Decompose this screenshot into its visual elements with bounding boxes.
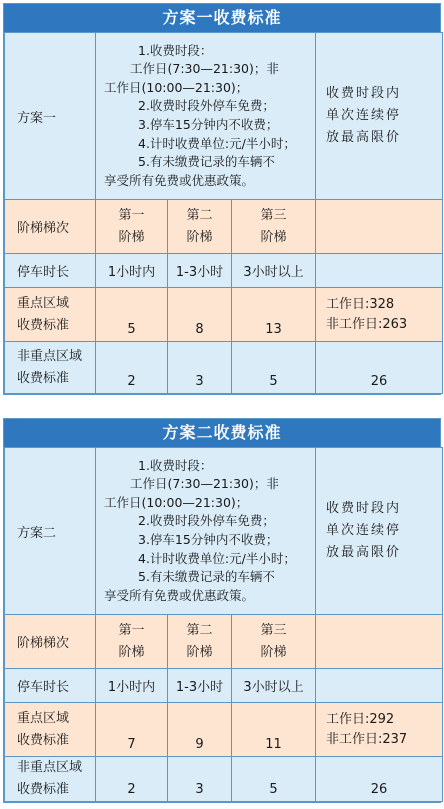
plan1-nonkey-cap: 26 [316, 342, 443, 394]
plan1-rules [96, 33, 316, 200]
plan1-panel [3, 3, 441, 395]
plan1-table [4, 32, 443, 394]
plan2-tier-1 [96, 615, 168, 669]
plan2-rule-line: 享受所有免费或优惠政策。 [104, 587, 255, 603]
plan1-tier-2 [168, 200, 232, 254]
plan1-tier-3-line1: 第三 [260, 207, 287, 223]
plan1-key-row [5, 288, 443, 342]
plan1-tier-2-line2: 阶梯 [186, 229, 213, 245]
plan2-nonkey-fee-3: 5 [232, 757, 316, 802]
plan1-duration-empty [316, 254, 443, 288]
plan1-rule-line: 享受所有免费或优惠政策。 [104, 172, 255, 188]
plan1-key-cap-workday: 工作日:328 [326, 296, 395, 312]
plan2-key-fee-2: 9 [168, 703, 232, 757]
plan1-key-label [5, 288, 96, 342]
plan2-key-cap [316, 703, 443, 757]
plan1-key-label-line2: 收费标准 [17, 317, 70, 333]
plan2-tier-2-line1: 第二 [186, 622, 213, 638]
plan2-duration-1: 1小时内 [96, 669, 168, 703]
plan1-title: 方案一收费标准 [4, 4, 440, 32]
plan1-duration-3: 3小时以上 [232, 254, 316, 288]
plan2-cap-line: 放最高限价 [326, 545, 402, 560]
plan2-tier-row [5, 615, 443, 669]
plan2-key-row [5, 703, 443, 757]
plan2-duration-row [5, 669, 443, 703]
plan2-tier-3-line2: 阶梯 [260, 644, 287, 660]
plan1-key-cap-nonworkday: 非工作日:263 [326, 316, 408, 332]
plan1-duration-2: 1-3小时 [168, 254, 232, 288]
plan2-duration-label: 停车时长 [5, 669, 96, 703]
plan2-name: 方案二 [5, 448, 96, 615]
plan2-nonkey-cap: 26 [316, 757, 443, 802]
plan1-rule-line: 3.停车15分钟内不收费； [138, 117, 279, 132]
plan1-key-fee-1: 5 [96, 288, 168, 342]
plan2-rule-line: 工作日(7:30—21:30)；非 [130, 476, 279, 492]
plan1-rule-line: 4.计时收费单位:元/半小时； [138, 135, 296, 151]
plan2-rules-row [5, 448, 443, 615]
plan1-nonkey-fee-3: 5 [232, 342, 316, 394]
plan1-tier-3 [232, 200, 316, 254]
plan1-duration-row [5, 254, 443, 288]
plan1-tier-2-line1: 第二 [186, 207, 213, 223]
plan1-cap-line: 放最高限价 [326, 130, 402, 145]
plan2-tier-1-line1: 第一 [118, 622, 145, 638]
plan1-rule-line: 工作日(7:30—21:30)；非 [130, 61, 279, 77]
plan1-cap-line: 单次连续停 [326, 108, 402, 123]
plan2-cap-line: 收费时段内 [326, 501, 402, 516]
plan2-nonkey-fee-1: 2 [96, 757, 168, 802]
plan2-nonkey-row [5, 757, 443, 802]
plan2-duration-2: 1-3小时 [168, 669, 232, 703]
plan2-rule-line: 4.计时收费单位:元/半小时； [138, 550, 296, 566]
plan2-rule-line: 1.收费时段： [138, 457, 213, 473]
plan1-tier-3-line2: 阶梯 [260, 229, 287, 245]
plan2-key-fee-1: 7 [96, 703, 168, 757]
plan1-rule-line: 1.收费时段： [138, 42, 213, 58]
plan2-nonkey-label-line1: 非重点区域 [17, 760, 83, 775]
plan2-cap-line: 单次连续停 [326, 523, 402, 538]
plan2-rule-line: 5.有未缴费记录的车辆不 [138, 569, 275, 585]
plan2-rules [96, 448, 316, 615]
plan1-rule-line: 工作日(10:00—21:30)； [104, 79, 249, 95]
plan2-key-fee-3: 11 [232, 703, 316, 757]
plan1-nonkey-label-line2: 收费标准 [17, 370, 70, 386]
plan1-price-cap-label [316, 33, 443, 200]
plan2-key-cap-workday: 工作日:292 [326, 711, 395, 727]
plan1-key-label-line1: 重点区域 [17, 295, 70, 311]
plan2-panel [3, 418, 441, 803]
plan2-duration-3: 3小时以上 [232, 669, 316, 703]
plan2-tier-empty [316, 615, 443, 669]
plan2-key-label [5, 703, 96, 757]
plan1-nonkey-fee-1: 2 [96, 342, 168, 394]
plan2-nonkey-label [5, 757, 96, 802]
plan2-table [4, 447, 443, 802]
plan2-nonkey-fee-2: 3 [168, 757, 232, 802]
plan1-tier-row [5, 200, 443, 254]
plan2-key-cap-nonworkday: 非工作日:237 [326, 731, 408, 747]
plan1-key-cap [316, 288, 443, 342]
plan1-rule-line: 5.有未缴费记录的车辆不 [138, 154, 275, 170]
plan2-tier-3-line1: 第三 [260, 622, 287, 638]
plan1-tier-label: 阶梯梯次 [5, 200, 96, 254]
plan1-nonkey-label-line1: 非重点区域 [17, 348, 83, 364]
plan2-tier-2 [168, 615, 232, 669]
plan2-key-label-line1: 重点区域 [17, 710, 70, 726]
plan2-key-label-line2: 收费标准 [17, 732, 70, 748]
plan1-duration-label: 停车时长 [5, 254, 96, 288]
plan2-rule-line: 2.收费时段外停车免费； [138, 513, 275, 529]
plan2-tier-label: 阶梯梯次 [5, 615, 96, 669]
plan1-name: 方案一 [5, 33, 96, 200]
plan1-tier-1-line2: 阶梯 [118, 229, 145, 245]
plan2-tier-2-line2: 阶梯 [186, 644, 213, 660]
plan1-nonkey-row [5, 342, 443, 394]
plan1-cap-line: 收费时段内 [326, 86, 402, 101]
plan1-tier-1-line1: 第一 [118, 207, 145, 223]
plan1-tier-empty [316, 200, 443, 254]
plan1-rule-line: 2.收费时段外停车免费； [138, 98, 275, 114]
plan2-price-cap-label [316, 448, 443, 615]
plan1-nonkey-label [5, 342, 96, 394]
plan1-duration-1: 1小时内 [96, 254, 168, 288]
plan1-nonkey-fee-2: 3 [168, 342, 232, 394]
plan2-rule-line: 3.停车15分钟内不收费； [138, 532, 279, 547]
plan2-rule-line: 工作日(10:00—21:30)； [104, 494, 249, 510]
plan2-title: 方案二收费标准 [4, 419, 440, 447]
plan1-key-fee-2: 8 [168, 288, 232, 342]
plan2-tier-3 [232, 615, 316, 669]
plan1-tier-1 [96, 200, 168, 254]
plan1-rules-row [5, 33, 443, 200]
plan2-duration-empty [316, 669, 443, 703]
plan2-tier-1-line2: 阶梯 [118, 644, 145, 660]
plan1-key-fee-3: 13 [232, 288, 316, 342]
plan2-nonkey-label-line2: 收费标准 [17, 782, 70, 797]
